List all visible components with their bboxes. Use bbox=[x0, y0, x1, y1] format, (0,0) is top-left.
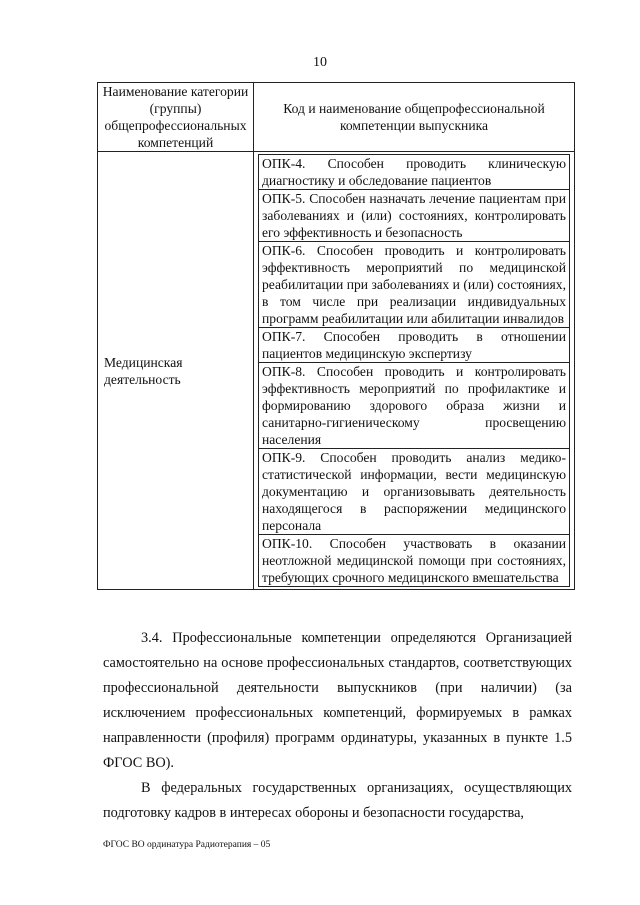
competence-opk-5: ОПК-5. Способен назначать лечение пациентам при заболеваниях и (или) состояниях, контролировать его эффективность и безопасность bbox=[259, 190, 569, 242]
category-line2: деятельность bbox=[104, 371, 181, 387]
competence-cell bbox=[254, 152, 575, 590]
paragraph-federal bbox=[103, 776, 572, 826]
competence-opk-4: ОПК-4. Способен проводить клиническую диагностику и обследование пациентов bbox=[259, 155, 569, 190]
paragraph-text: В федеральных государственных организациях, осуществляющих подготовку кадров в интересах обороны и безопасности государства, bbox=[103, 780, 572, 821]
competence-opk-6: ОПК-6. Способен проводить и контролировать эффективность мероприятий по медицинской реабилитации при заболеваниях и (или) состояниях, в том числе при реализации индивидуальных программ реабилитации или абилитации инвалидов bbox=[259, 242, 569, 328]
category-cell bbox=[98, 152, 254, 590]
footer-note: ФГОС ВО ординатура Радиотерапия – 05 bbox=[103, 840, 271, 850]
competence-opk-10: ОПК-10. Способен участвовать в оказании неотложной медицинской помощи при состояниях, требующих срочного медицинского вмешательства bbox=[262, 536, 566, 585]
paragraph-text: 3.4. Профессиональные компетенции определяются Организацией самостоятельно на основе профессиональных стандартов, соответствующих профессиональной деятельности выпускников (при наличии) (за исключением профессиональных компетенций, формируемых в рамках направленности (профиля) программ ординатуры, указанных в пункте 1.5 ФГОС ВО). bbox=[103, 630, 572, 771]
header-category: Наименование категории (группы) общепрофессиональных компетенций bbox=[98, 83, 254, 152]
category-line1: Медицинская bbox=[104, 354, 183, 370]
competence-opk-8: ОПК-8. Способен проводить и контролировать эффективность мероприятий по профилактике и формированию здорового образа жизни и санитарно-гигиеническому просвещению населения bbox=[259, 363, 569, 449]
table-row bbox=[98, 152, 575, 590]
competence-opk-9: ОПК-9. Способен проводить анализ медико-статистической информации, вести медицинскую документацию и организовывать деятельность находящегося в распоряжении медицинского персонала bbox=[259, 449, 569, 535]
paragraph-3-4 bbox=[103, 626, 572, 776]
competence-list bbox=[258, 154, 570, 587]
competencies-table bbox=[97, 82, 575, 590]
header-competence: Код и наименование общепрофессиональной компетенции выпускника bbox=[254, 83, 575, 152]
page-number: 10 bbox=[313, 55, 327, 70]
competence-opk-7: ОПК-7. Способен проводить в отношении пациентов медицинскую экспертизу bbox=[259, 328, 569, 363]
table-header-row bbox=[98, 83, 575, 152]
